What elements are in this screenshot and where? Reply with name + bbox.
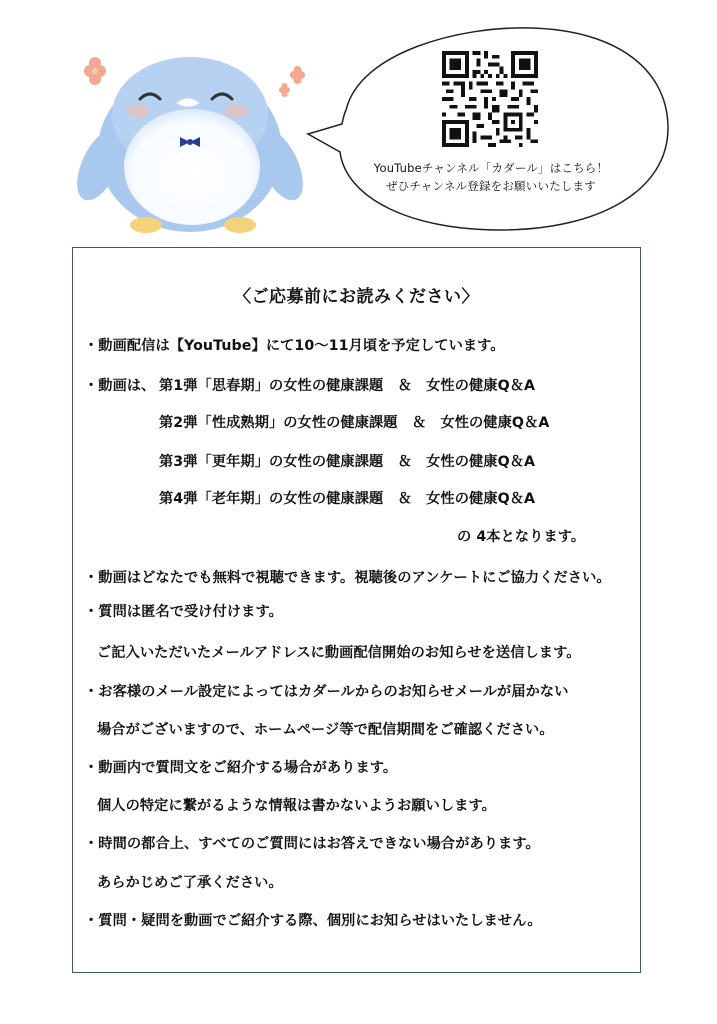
bullet-streaming-schedule: ・動画配信は【YouTube】にて10～11月頃を予定しています。 xyxy=(84,338,505,354)
episode-2: 第2弾「性成熟期」の女性の健康課題 ＆ 女性の健康Q＆A xyxy=(159,415,550,431)
notice-box xyxy=(72,247,641,973)
penguin-mascot-icon xyxy=(70,45,310,245)
flower-left-icon xyxy=(84,57,106,85)
bullet-anonymous-questions: ・質問は匿名で受け付けます。 xyxy=(84,604,283,620)
youtube-channel-line: YouTubeチャンネル「カダール」はこちら！ xyxy=(373,161,609,175)
subscribe-request-line: ぜひチャンネル登録をお願いいたします xyxy=(386,179,596,193)
bullet-mail-settings: ・お客様のメール設定によってはカダールからのお知らせメールが届かない xyxy=(84,684,569,700)
bullet-anonymous-questions-cont: ご記入いただいたメールアドレスに動画配信開始のお知らせを送信します。 xyxy=(97,645,581,661)
qr-code-icon[interactable] xyxy=(442,51,538,147)
youtube-channel-caption xyxy=(346,159,636,195)
bullet-free-viewing: ・動画はどなたでも無料で視聴できます。視聴後のアンケートにご協力ください。 xyxy=(84,570,611,586)
notice-heading: 〈ご応募前にお読みください〉 xyxy=(234,287,479,307)
bullet-question-intro: ・動画内で質問文をご紹介する場合があります。 xyxy=(84,760,398,776)
bullet-mail-settings-cont: 場合がございますので、ホームページ等で配信期間をご確認ください。 xyxy=(97,722,554,738)
episode-3: 第3弾「更年期」の女性の健康課題 ＆ 女性の健康Q＆A xyxy=(159,454,536,470)
bullet-episodes-lead: ・動画は、 xyxy=(84,378,156,394)
bullet-time-limit: ・時間の都合上、すべてのご質問にはお答えできない場合があります。 xyxy=(84,836,540,852)
bullet-no-individual-notice: ・質問・疑問を動画でご紹介する際、個別にお知らせはいたしません。 xyxy=(84,913,542,929)
bullet-time-limit-cont: あらかじめご了承ください。 xyxy=(97,875,283,891)
episodes-total: の 4本となります。 xyxy=(457,529,586,545)
episode-1: 第1弾「思春期」の女性の健康課題 ＆ 女性の健康Q＆A xyxy=(159,378,536,394)
episode-4: 第4弾「老年期」の女性の健康課題 ＆ 女性の健康Q＆A xyxy=(159,491,536,507)
bullet-question-intro-cont: 個人の特定に繋がるような情報は書かないようお願いします。 xyxy=(97,798,496,814)
